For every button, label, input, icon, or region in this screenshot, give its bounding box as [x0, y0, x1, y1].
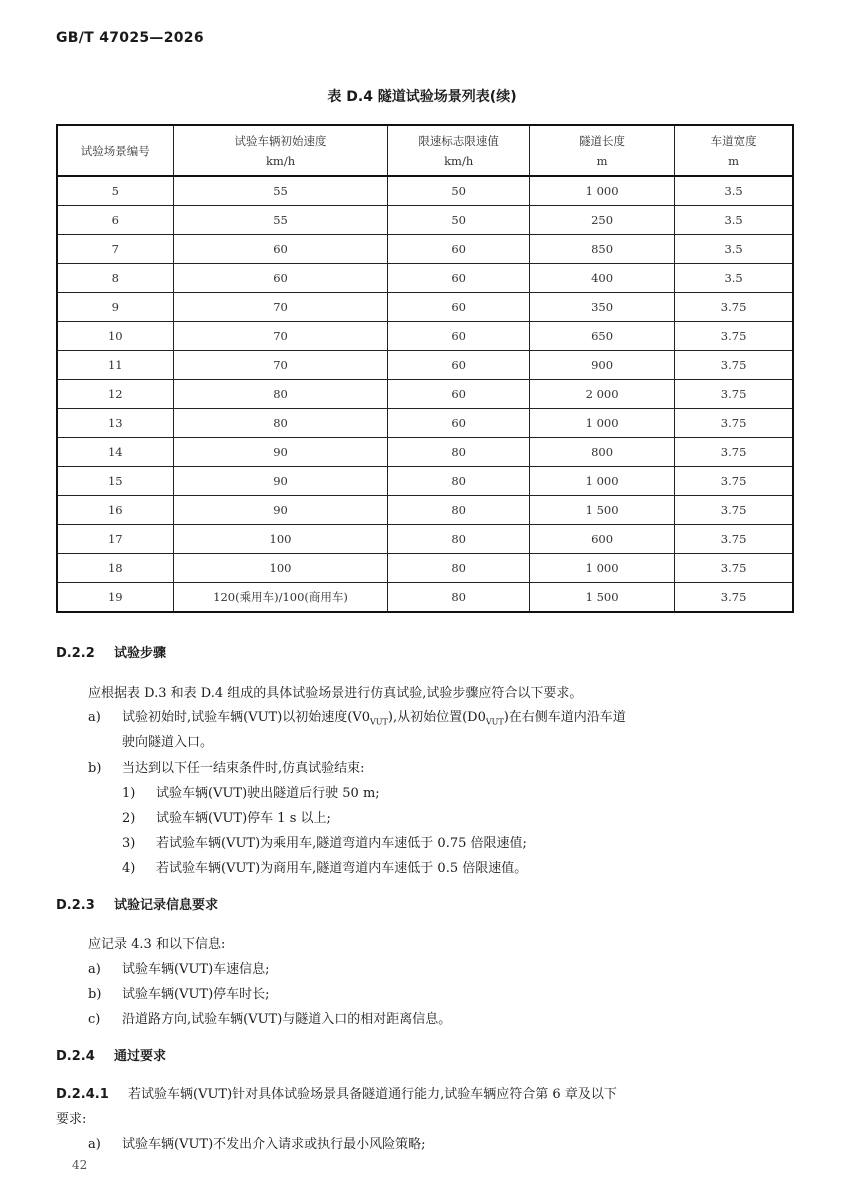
table-cell: 3.75: [675, 409, 793, 438]
table-cell: 7: [57, 235, 173, 264]
list-marker: b): [88, 761, 102, 776]
table-cell: 2 000: [529, 380, 674, 409]
table-cell: 6: [57, 206, 173, 235]
table-cell: 60: [388, 351, 529, 380]
table-cell: 80: [388, 438, 529, 467]
table-cell: 80: [173, 409, 388, 438]
list-text: 试验车辆(VUT)停车时长;: [122, 987, 270, 1002]
table-cell: 17: [57, 525, 173, 554]
table-cell: 3.5: [675, 235, 793, 264]
table-cell: 3.75: [675, 293, 793, 322]
list-item: [88, 706, 626, 727]
table-cell: 3.5: [675, 206, 793, 235]
table-row: [57, 264, 793, 293]
table-cell: 14: [57, 438, 173, 467]
table-cell: 8: [57, 264, 173, 293]
table-cell: 18: [57, 554, 173, 583]
table-cell: 1 500: [529, 583, 674, 613]
clause-number: D.2.4.1: [56, 1087, 109, 1102]
table-cell: 5: [57, 176, 173, 206]
table-row: [57, 235, 793, 264]
table-cell: 350: [529, 293, 674, 322]
clause-continuation: 要求:: [56, 1112, 87, 1127]
table-cell: 90: [173, 496, 388, 525]
table-cell: 3.75: [675, 583, 793, 613]
column-header: [675, 125, 793, 176]
table-cell: 15: [57, 467, 173, 496]
table-cell: 80: [388, 583, 529, 613]
table-cell: 3.75: [675, 380, 793, 409]
column-header-unit: km/h: [265, 153, 296, 168]
table-row: [57, 380, 793, 409]
list-text: 试验初始时,试验车辆(VUT)以初始速度(V0: [122, 710, 371, 725]
table-title: 表 D.4 隧道试验场景列表(续): [327, 89, 517, 105]
table-cell: 55: [173, 176, 388, 206]
list-marker: 2): [122, 811, 136, 826]
list-item: [88, 1008, 451, 1027]
column-header-unit: km/h: [444, 153, 474, 168]
list-text: 试验车辆(VUT)不发出介入请求或执行最小风险策略;: [122, 1137, 426, 1152]
column-header-name: 试验车辆初始速度: [234, 133, 327, 148]
table-cell: 19: [57, 583, 173, 613]
list-marker: c): [88, 1012, 101, 1027]
table-cell: 70: [173, 322, 388, 351]
table-cell: 60: [173, 235, 388, 264]
table-row: [57, 438, 793, 467]
table-row: [57, 409, 793, 438]
sub-list-item: [122, 832, 527, 851]
table-cell: 90: [173, 438, 388, 467]
table-row: [57, 496, 793, 525]
paragraph: 应记录 4.3 和以下信息:: [88, 937, 226, 952]
table-cell: 70: [173, 293, 388, 322]
column-header-name: 限速标志限速值: [418, 133, 499, 148]
table-cell: 90: [173, 467, 388, 496]
column-header-name: 车道宽度: [710, 133, 757, 148]
list-item: [88, 958, 270, 977]
table-cell: 60: [388, 235, 529, 264]
paragraph: 应根据表 D.3 和表 D.4 组成的具体试验场景进行仿真试验,试验步骤应符合以下要求。: [88, 686, 583, 701]
list-item: [88, 983, 270, 1002]
table-cell: 1 000: [529, 554, 674, 583]
table-cell: 60: [388, 293, 529, 322]
list-marker: a): [88, 1137, 101, 1152]
clause-paragraph: [56, 1083, 617, 1102]
subscript: VUT: [485, 717, 504, 727]
list-text: 试验车辆(VUT)驶出隧道后行驶 50 m;: [156, 786, 380, 801]
table-row: [57, 293, 793, 322]
table-cell: 80: [388, 525, 529, 554]
table-cell: 1 000: [529, 467, 674, 496]
section-title: 试验记录信息要求: [114, 898, 219, 913]
table-cell: 80: [173, 380, 388, 409]
table-cell: 60: [388, 264, 529, 293]
section-number: D.2.4: [56, 1049, 95, 1064]
table-row: [57, 467, 793, 496]
list-marker: 1): [122, 786, 136, 801]
table-row: [57, 525, 793, 554]
table-cell: 600: [529, 525, 674, 554]
column-header: [529, 125, 674, 176]
table-cell: 60: [388, 322, 529, 351]
table-cell: 400: [529, 264, 674, 293]
list-marker: a): [88, 710, 101, 725]
section-number: D.2.3: [56, 898, 95, 913]
table-body: [57, 176, 793, 612]
table-cell: 3.5: [675, 264, 793, 293]
table-cell: 250: [529, 206, 674, 235]
list-marker: 4): [122, 861, 136, 876]
table-cell: 50: [388, 176, 529, 206]
table-cell: 100: [173, 554, 388, 583]
list-marker: b): [88, 987, 102, 1002]
table-cell: 1 500: [529, 496, 674, 525]
table-cell: 650: [529, 322, 674, 351]
column-header-unit: m: [596, 153, 608, 168]
table-cell: 80: [388, 467, 529, 496]
list-marker: a): [88, 962, 101, 977]
table-cell: 3.75: [675, 322, 793, 351]
section-title: 通过要求: [114, 1049, 167, 1064]
section-d223-heading: [56, 894, 218, 913]
column-header: [57, 125, 173, 176]
column-header: [388, 125, 529, 176]
table-cell: 70: [173, 351, 388, 380]
table-cell: 850: [529, 235, 674, 264]
section-d222-heading: [56, 642, 166, 661]
section-d224-heading: [56, 1045, 166, 1064]
clause-text: 若试验车辆(VUT)针对具体试验场景具备隧道通行能力,试验车辆应符合第 6 章及以下: [128, 1087, 617, 1102]
list-text: 若试验车辆(VUT)为乘用车,隧道弯道内车速低于 0.75 倍限速值;: [156, 836, 527, 851]
column-header-name: 试验场景编号: [80, 143, 150, 158]
table-cell: 80: [388, 554, 529, 583]
table-cell: 12: [57, 380, 173, 409]
table-cell: 80: [388, 496, 529, 525]
sub-list-item: [122, 807, 331, 826]
table-cell: 11: [57, 351, 173, 380]
table-cell: 55: [173, 206, 388, 235]
table-cell: 120(乘用车)/100(商用车): [173, 583, 388, 613]
table-cell: 800: [529, 438, 674, 467]
table-cell: 100: [173, 525, 388, 554]
list-text: )在右侧车道内沿车道: [503, 710, 626, 725]
list-text: 试验车辆(VUT)车速信息;: [122, 962, 270, 977]
subscript: VUT: [370, 717, 388, 727]
table-cell: 10: [57, 322, 173, 351]
table-row: [57, 583, 793, 613]
list-text: 若试验车辆(VUT)为商用车,隧道弯道内车速低于 0.5 倍限速值。: [156, 861, 528, 876]
list-text: 沿道路方向,试验车辆(VUT)与隧道入口的相对距离信息。: [122, 1012, 452, 1027]
table-row: [57, 206, 793, 235]
table-cell: 60: [388, 409, 529, 438]
list-marker: 3): [122, 836, 136, 851]
column-header-unit: m: [728, 153, 740, 168]
table-cell: 3.75: [675, 525, 793, 554]
table-cell: 1 000: [529, 176, 674, 206]
table-cell: 16: [57, 496, 173, 525]
table-row: [57, 176, 793, 206]
column-header-name: 隧道长度: [579, 133, 626, 148]
table-cell: 3.75: [675, 467, 793, 496]
tunnel-scenario-table: [56, 124, 794, 613]
document-header: GB/T 47025—2026: [56, 30, 204, 46]
sub-list-item: [122, 857, 527, 876]
table-cell: 3.75: [675, 438, 793, 467]
table-header-row: [57, 125, 793, 176]
column-header: [173, 125, 388, 176]
table-cell: 3.75: [675, 554, 793, 583]
table-cell: 13: [57, 409, 173, 438]
table-cell: 3.5: [675, 176, 793, 206]
list-item: [88, 1133, 426, 1152]
table-cell: 60: [173, 264, 388, 293]
table-row: [57, 351, 793, 380]
section-title: 试验步骤: [114, 646, 167, 661]
table-cell: 60: [388, 380, 529, 409]
list-item-continuation: 驶向隧道入口。: [122, 735, 214, 750]
table-row: [57, 322, 793, 351]
list-text: 当达到以下任一结束条件时,仿真试验结束:: [122, 761, 365, 776]
list-item: [88, 757, 365, 776]
page-number: 42: [72, 1158, 88, 1172]
sub-list-item: [122, 782, 380, 801]
table-cell: 50: [388, 206, 529, 235]
list-text: ),从初始位置(D0: [387, 710, 486, 725]
table-cell: 9: [57, 293, 173, 322]
list-text: 试验车辆(VUT)停车 1 s 以上;: [156, 811, 331, 826]
section-number: D.2.2: [56, 646, 95, 661]
table-cell: 900: [529, 351, 674, 380]
table-cell: 3.75: [675, 351, 793, 380]
table-cell: 3.75: [675, 496, 793, 525]
table-cell: 1 000: [529, 409, 674, 438]
table-row: [57, 554, 793, 583]
